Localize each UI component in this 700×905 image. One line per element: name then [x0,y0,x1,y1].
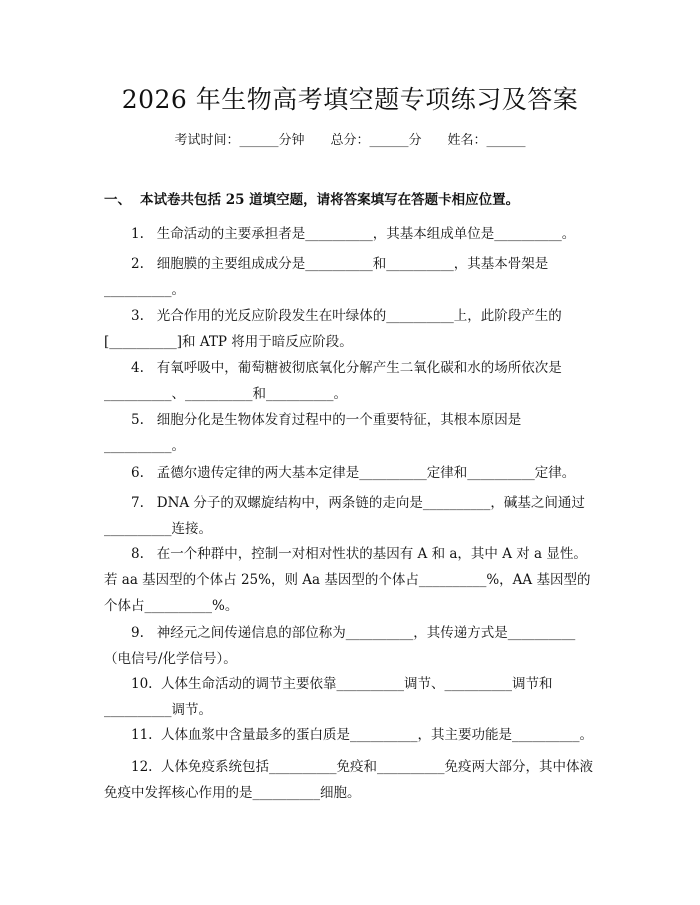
question-12: 12. 人体免疫系统包括__________免疫和__________免疫两大部分，其中体液免疫中发挥核心作用的是__________细胞。 [104,759,594,801]
question-5: 5. 细胞分化是生物体发育过程中的一个重要特征，其根本原因是__________。 [104,412,522,454]
question-2: 2. 细胞膜的主要组成成分是__________和__________，其基本骨架是__________。 [104,256,549,298]
question-8: 8. 在一个种群中，控制一对相对性状的基因有 A 和 a，其中 A 对 a 显性。若 aa 基因型的个体占 25%，则 Aa 基因型的个体占__________%，AA 基因型的个体占__________%。 [104,546,591,614]
question-3: 3. 光合作用的光反应阶段发生在叶绿体的__________上，此阶段产生的[__________]和 ATP 将用于暗反应阶段。 [104,308,562,350]
student-name-field: 姓名：______ [447,133,526,148]
question-1: 1. 生命活动的主要承担者是__________，其基本组成单位是__________。 [131,226,576,242]
question-9: 9. 神经元之间传递信息的部位称为__________，其传递方式是__________（电信号/化学信号）。 [104,625,576,667]
question-4: 4. 有氧呼吸中，葡萄糖被彻底氧化分解产生二氧化碳和水的场所依次是__________、__________和__________。 [104,360,562,402]
total-score-field: 总分：______分 [330,133,422,148]
question-6: 6. 孟德尔遗传定律的两大基本定律是__________定律和__________定律。 [131,465,576,481]
exam-info-line [0,131,700,151]
document-title: 2026 年生物高考填空题专项练习及答案 [121,85,579,114]
question-7: 7. DNA 分子的双螺旋结构中，两条链的走向是__________，碱基之间通过__________连接。 [104,495,585,537]
section-heading [104,190,519,210]
question-10: 10. 人体生命活动的调节主要依靠__________调节、__________调节和__________调节。 [104,676,553,718]
exam-time-field: 考试时间：______分钟 [174,133,305,148]
section-instruction: 本试卷共包括 25 道填空题，请将答案填写在答题卡相应位置。 [140,192,520,208]
section-number: 一、 [104,192,131,208]
question-11: 11. 人体血浆中含量最多的蛋白质是__________，其主要功能是__________。 [131,727,594,743]
